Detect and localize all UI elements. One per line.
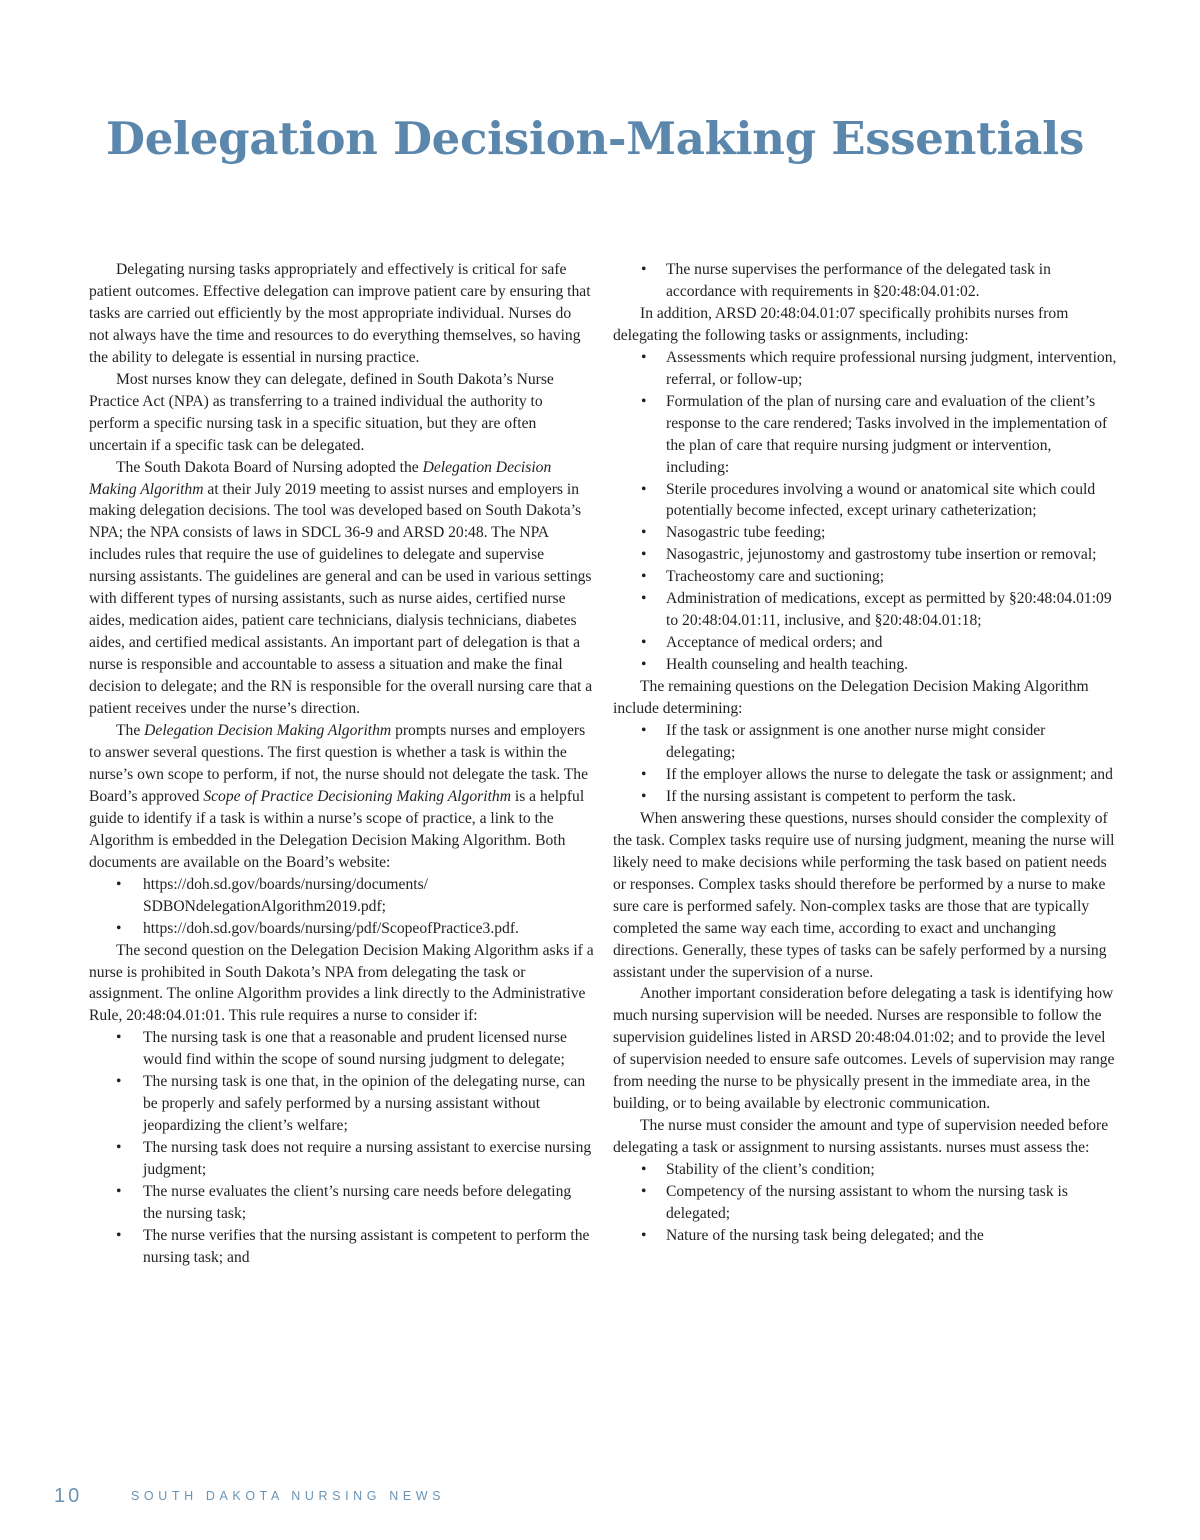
list-item: • If the nursing assistant is competent to perform the task.: [666, 786, 1118, 808]
publication-name: SOUTH DAKOTA NURSING NEWS: [131, 1489, 446, 1503]
definition-paragraph: Most nurses know they can delegate, defined in South Dakota’s Nurse Practice Act (NPA) as transferring to a trained individual the authority to perform a specific nursing task in a specific situation, but they are often uncertain if a specific task can be delegated.: [89, 370, 554, 454]
list-item: • Nature of the nursing task being delegated; and the: [666, 1225, 1118, 1247]
list-item: • If the employer allows the nurse to delegate the task or assignment; and: [666, 764, 1118, 786]
list-item: • Assessments which require professional nursing judgment, intervention, referral, or follow-up;: [666, 347, 1118, 391]
list-item: • If the task or assignment is one another nurse might consider delegating;: [666, 720, 1118, 764]
list-item: • Nasogastric tube feeding;: [666, 522, 1118, 544]
right-column: [613, 259, 1118, 1247]
prohibition-paragraph: In addition, ARSD 20:48:04.01:07 specifically prohibits nurses from delegating the following tasks or assignments, including:: [613, 304, 1069, 344]
delegation-conditions-list: [89, 1027, 594, 1268]
website-links-list: [89, 874, 594, 940]
list-item: • Competency of the nursing assistant to whom the nursing task is delegated;: [666, 1181, 1118, 1225]
list-item: • The nurse evaluates the client’s nursing care needs before delegating the nursing task;: [143, 1181, 594, 1225]
algorithm-questions-paragraph: The Delegation Decision Making Algorithm prompts nurses and employers to answer several questions. The first question is whether a task is within the nurse’s own scope to perform, if not, the nurse should not delegate the task. The Board’s approved Scope of Practice Decisioning Making Algorithm is a helpful guide to identify if a task is within a nurse’s scope of practice, a link to the Algorithm is embedded in the Delegation Decision Making Algorithm. Both documents are available on the Board’s website:: [89, 722, 589, 871]
list-item: • Stability of the client’s condition;: [666, 1159, 1118, 1181]
article-title: Delegation Decision-Making Essentials: [105, 112, 1085, 165]
list-item: • The nursing task is one that, in the opinion of the delegating nurse, can be properly and safely performed by a nursing assistant without jeopardizing the client’s welfare;: [143, 1071, 594, 1137]
list-item: • Nasogastric, jejunostomy and gastrostomy tube insertion or removal;: [666, 544, 1118, 566]
list-item: • Health counseling and health teaching.: [666, 654, 1118, 676]
list-item: • Administration of medications, except as permitted by §20:48:04.01:09 to 20:48:04.01:11, inclusive, and §20:48:04.01:18;: [666, 588, 1118, 632]
website-link[interactable]: • https://doh.sd.gov/boards/nursing/documents/ SDBONdelegationAlgorithm2019.pdf;: [143, 874, 594, 918]
delegation-conditions-list-continued: [613, 259, 1118, 303]
list-item: • Sterile procedures involving a wound or anatomical site which could potentially become infected, except urinary catheterization;: [666, 479, 1118, 523]
page-number: 10: [54, 1485, 83, 1507]
list-item: • The nurse verifies that the nursing assistant is competent to perform the nursing task; and: [143, 1225, 594, 1269]
left-column: [89, 259, 594, 1269]
second-question-paragraph: The second question on the Delegation Decision Making Algorithm asks if a nurse is prohibited in South Dakota’s NPA from delegating the task or assignment. The online Algorithm provides a link directly to the Administrative Rule, 20:48:04.01:01. This rule requires a nurse to consider if:: [89, 941, 594, 1025]
list-item: • The nursing task is one that a reasonable and prudent licensed nurse would find within the scope of sound nursing judgment to delegate;: [143, 1027, 594, 1071]
list-item: • The nurse supervises the performance of the delegated task in accordance with requirements in §20:48:04.01:02.: [666, 259, 1118, 303]
task-complexity-paragraph: When answering these questions, nurses should consider the complexity of the task. Complex tasks require use of nursing judgment, meaning the nurse will likely need to make decisions while performing the task based on patient needs or responses. Complex tasks should therefore be performed by a nurse to make sure care is performed safely. Non-complex tasks are those that are typically completed the same way each time, according to exact and unchanging directions. Generally, these types of tasks can be safely performed by a nursing assistant under the supervision of a nurse.: [613, 809, 1115, 981]
list-item: • Tracheostomy care and suctioning;: [666, 566, 1118, 588]
list-item: • Acceptance of medical orders; and: [666, 632, 1118, 654]
intro-paragraph: Delegating nursing tasks appropriately and effectively is critical for safe patient outcomes. Effective delegation can improve patient care by ensuring that tasks are carried out efficiently by the most appropriate individual. Nurses do not always have the time and resources to do everything themselves, so having the ability to delegate is essential in nursing practice.: [89, 261, 591, 366]
algorithm-adoption-paragraph: The South Dakota Board of Nursing adopted the Delegation Decision Making Algorithm at their July 2019 meeting to assist nurses and employers in making delegation decisions. The tool was developed based on South Dakota’s NPA; the NPA consists of laws in SDCL 36-9 and ARSD 20:48. The NPA includes rules that require the use of guidelines to delegate and supervise nursing assistants. The guidelines are general and can be used in various settings with different types of nursing assistants, such as nurse aides, certified nurse aides, medication aides, patient care technicians, dialysis technicians, diabetes aides, and certified medical assistants. An important part of delegation is that a nurse is responsible and accountable to assess a situation and make the final decision to delegate; and the RN is responsible for the overall nursing care that a patient receives under the nurse’s direction.: [89, 458, 593, 718]
website-link[interactable]: • https://doh.sd.gov/boards/nursing/pdf/ScopeofPractice3.pdf.: [143, 918, 594, 940]
supervision-paragraph: Another important consideration before delegating a task is identifying how much nursing supervision will be needed. Nurses are responsible to follow the supervision guidelines listed in ARSD 20:48:04.01:02; and to provide the level of supervision needed to ensure safe outcomes. Levels of supervision may range from needing the nurse to be physically present in the immediate area, in the building, or to being available by electronic communication.: [613, 985, 1115, 1113]
remaining-questions-paragraph: The remaining questions on the Delegation Decision Making Algorithm include determining:: [613, 678, 1089, 718]
supervision-amount-paragraph: The nurse must consider the amount and type of supervision needed before delegating a task or assignment to nursing assistants. nurses must assess the:: [613, 1117, 1109, 1157]
list-item: • The nursing task does not require a nursing assistant to exercise nursing judgment;: [143, 1137, 594, 1181]
prohibited-tasks-list: [613, 347, 1118, 676]
remaining-questions-list: [613, 720, 1118, 808]
assessment-list: [613, 1159, 1118, 1247]
list-item: • Formulation of the plan of nursing care and evaluation of the client’s response to the care rendered; Tasks involved in the implementation of the plan of care that require nursing judgment or intervention, including:: [666, 391, 1118, 479]
